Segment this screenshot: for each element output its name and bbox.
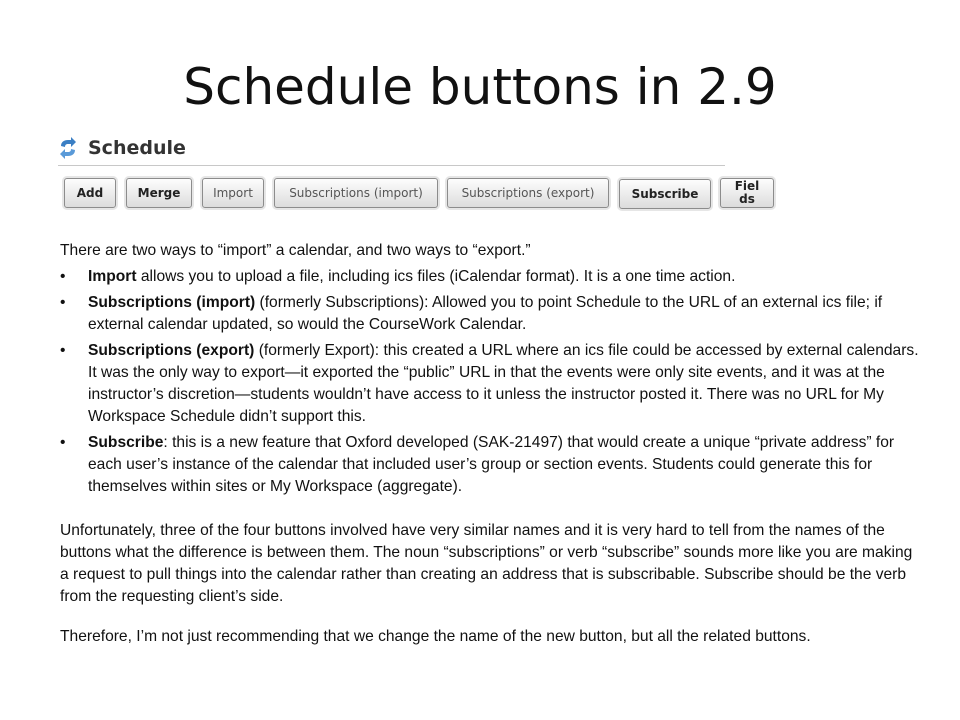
merge-button[interactable]: Merge (126, 178, 192, 208)
schedule-tool-title: Schedule (88, 137, 186, 159)
bullet-text: (formerly Subscriptions): Allowed you to point Schedule to the URL of an external ics file; if external calendar updated, so would the CourseWork Calendar. (88, 294, 883, 333)
bullet-list (60, 266, 920, 498)
bullet-term: Import (88, 268, 137, 285)
slide-title: Schedule buttons in 2.9 (183, 58, 777, 116)
subscribe-button[interactable]: Subscribe (619, 179, 711, 209)
bullet-icon: • (60, 268, 66, 285)
list-item (60, 266, 920, 288)
add-button[interactable]: Add (64, 178, 116, 208)
recommendation-paragraph: Therefore, I’m not just recommending that we change the name of the new button, but all the related buttons. (60, 628, 811, 645)
bullet-text: allows you to upload a file, including ics files (iCalendar format). It is a one time action. (136, 268, 736, 285)
intro-paragraph: There are two ways to “import” a calendar, and two ways to “export.” (60, 242, 531, 259)
bullet-term: Subscriptions (export) (88, 342, 255, 359)
sync-arrows-icon (58, 137, 78, 159)
spacer (60, 608, 920, 626)
subscriptions-import-button[interactable]: Subscriptions (import) (274, 178, 438, 208)
bullet-text: : this is a new feature that Oxford developed (SAK-21497) that would create a unique “private address” for each user’s instance of the calendar that included user’s group or section events. Students could generate this for themselves within sites or My Workspace (aggregate). (88, 434, 895, 495)
list-item (60, 292, 920, 336)
header-divider (58, 165, 725, 166)
import-button[interactable]: Import (202, 178, 264, 208)
bullet-icon: • (60, 294, 66, 311)
bullet-text: (formerly Export): this created a URL where an ics file could be accessed by external calendars. It was the only way to export—it exported the “public” URL in that the events were only site events, and it was at the instructor’s discretion—students wouldn’t have access to it unless the instructor posted it. There was no URL for My Workspace Schedule didn’t support this. (88, 342, 919, 425)
spacer (60, 502, 920, 520)
fields-button[interactable]: Fields (720, 178, 774, 208)
list-item (60, 340, 920, 428)
list-item (60, 432, 920, 498)
bullet-term: Subscribe (88, 434, 164, 451)
schedule-tool-header (58, 133, 186, 163)
bullet-term: Subscriptions (import) (88, 294, 256, 311)
bullet-icon: • (60, 434, 66, 451)
subscriptions-export-button[interactable]: Subscriptions (export) (447, 178, 609, 208)
body-text (60, 240, 920, 648)
bullet-icon: • (60, 342, 66, 359)
explanation-paragraph: Unfortunately, three of the four buttons involved have very similar names and it is very hard to tell from the names of the buttons what the difference is between them. The noun “subscriptions” or verb “subscribe” sounds more like you are making a request to pull things into the calendar rather than creating an address that is subscribable. Subscribe should be the verb from the requesting client’s side. (60, 522, 913, 605)
